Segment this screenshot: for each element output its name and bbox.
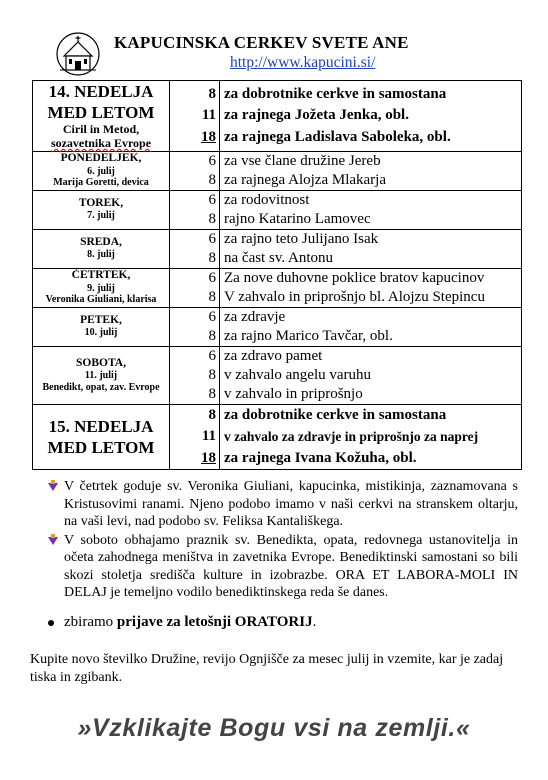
mass-intention: rajno Katarino Lamovec (224, 210, 371, 227)
times-cell (170, 151, 220, 190)
mass-time: 8 (208, 327, 216, 344)
day-date: 9. julij (87, 282, 115, 294)
mass-time: 8 (208, 366, 216, 383)
day-name: PONEDELJEK, (60, 152, 142, 165)
mass-intention: za rodovitnost (224, 191, 310, 208)
mass-intention: za rajnega Alojza Mlakarja (224, 171, 386, 188)
mass-intention: za zdravje (224, 308, 286, 325)
mass-time: 6 (208, 152, 216, 169)
website-link[interactable]: http://www.kapucini.si/ (230, 54, 376, 71)
day-cell (33, 307, 170, 346)
day-saint: Veronika Giuliani, klarisa (45, 294, 157, 306)
schedule-row-saturday (33, 346, 522, 404)
mass-time: 11 (201, 107, 216, 124)
day-saint: Benedikt, opat, zav. Evrope (42, 381, 160, 393)
day-name: ČETRTEK, (71, 269, 131, 282)
intentions-cell (220, 81, 522, 152)
mass-schedule-table (32, 80, 522, 470)
times-cell (170, 404, 220, 470)
mass-intention: za rajno Marico Tavčar, obl. (224, 327, 393, 344)
intentions-cell (220, 307, 522, 346)
mass-time: 6 (208, 308, 216, 325)
intentions-cell (220, 190, 522, 229)
announcement-text: V četrtek goduje sv. Veronika Giuliani, kapucinka, mistikinja, zaznamovana s Kristusovimi ranami. Njeno podobo imamo v naši cerkvi na stranskem oltarju, na vaši levi, nad podobo sv. Feliksa Kantališkega. (64, 479, 518, 529)
day-date: 8. julij (87, 249, 115, 261)
header (54, 28, 514, 78)
day-feast: Ciril in Metod, (62, 122, 140, 136)
times-cell (170, 81, 220, 152)
mass-time: 8 (208, 385, 216, 402)
schedule-row-friday (33, 307, 522, 346)
schedule-row-monday (33, 151, 522, 190)
mass-time: 6 (208, 191, 216, 208)
mass-time: 6 (208, 230, 216, 247)
day-cell (33, 404, 170, 470)
day-date: 6. julij (87, 165, 115, 177)
day-date: 11. julij (84, 370, 118, 382)
bullet-bold: prijave za letošnji ORATORIJ (116, 614, 313, 630)
arrow-bullet-icon (48, 534, 58, 546)
intentions-cell (220, 268, 522, 307)
day-name: 15. NEDELJA MED LETOM (47, 416, 155, 457)
schedule-row-tuesday (33, 190, 522, 229)
mass-intention: za dobrotnike cerkve in samostana (224, 406, 447, 423)
day-date: 10. julij (84, 327, 118, 339)
day-name: SOBOTA, (76, 356, 126, 369)
day-cell (33, 268, 170, 307)
mass-intention: za rajnega Ladislava Saboleka, obl. (224, 128, 451, 145)
day-date: 7. julij (87, 210, 115, 222)
mass-intention: za vse člane družine Jereb (224, 152, 381, 169)
mass-time: 8 (208, 210, 216, 227)
day-cell (33, 81, 170, 152)
schedule-row-sunday-14 (33, 81, 522, 152)
mass-time: 11 (201, 428, 216, 445)
day-cell (33, 346, 170, 404)
times-cell (170, 307, 220, 346)
day-name: TOREK, (78, 197, 124, 210)
times-cell (170, 346, 220, 404)
day-name: SREDA, (80, 236, 122, 249)
mass-time: 8 (208, 171, 216, 188)
day-saint: Marija Goretti, devica (53, 177, 149, 189)
schedule-row-thursday (33, 268, 522, 307)
mass-intention: za rajnega Jožeta Jenka, obl. (224, 107, 409, 124)
mass-time: 6 (208, 347, 216, 364)
day-feast-2: sozavetnika Evrope (50, 135, 152, 150)
oratorij-notice (48, 614, 316, 631)
mass-intention: v zahvalo za zdravje in priprošnjo za naprej (224, 429, 479, 445)
intentions-cell (220, 151, 522, 190)
bullet-suffix: . (312, 614, 317, 630)
mass-intention: v zahvalo angelu varuhu (224, 366, 372, 383)
times-cell (170, 268, 220, 307)
mass-intention: V zahvalo in priprošnjo bl. Alojzu Stepincu (224, 288, 485, 305)
arrow-bullet-icon (48, 480, 58, 492)
mass-intention: za rajnega Ivana Kožuha, obl. (224, 449, 417, 466)
page-title: KAPUCINSKA CERKEV SVETE ANE (114, 33, 409, 52)
magazine-notice: Kupite novo številko Družine, revijo Ognjišče za mesec julij in vzemite, kar je zadaj tiska in zgibank. (30, 652, 504, 685)
mass-intention: na čast sv. Antonu (224, 249, 334, 266)
day-name: 14. NEDELJA MED LETOM (47, 82, 155, 122)
bullet-icon (48, 620, 54, 626)
mass-time: 8 (208, 85, 216, 102)
announcements (48, 478, 518, 603)
mass-time: 8 (208, 406, 216, 423)
mass-intention: Za nove duhovne poklice bratov kapucinov (224, 269, 485, 286)
bullet-prefix: zbiramo (64, 614, 117, 630)
schedule-row-sunday-15 (33, 404, 522, 470)
day-cell (33, 190, 170, 229)
intentions-cell (220, 229, 522, 268)
mass-intention: za rajno teto Julijano Isak (224, 230, 379, 247)
motto: »Vzklikajte Bogu vsi na zemlji.« (77, 714, 471, 742)
church-logo-icon (56, 32, 100, 76)
intentions-cell (220, 404, 522, 470)
schedule-row-wednesday (33, 229, 522, 268)
announcement-item (48, 478, 518, 531)
times-cell (170, 190, 220, 229)
announcement-text: V soboto obhajamo praznik sv. Benedikta, opata, redovnega ustanovitelja in očeta zahodnega meništva in zavetnika Evrope. Benediktinski samostani so bili skozi stoletja središča kulture in izobrazbe. ORA ET LABORA-MOLI IN DELAJ je temeljno vodilo benediktinskega reda še danes. (64, 532, 518, 600)
day-name: PETEK, (80, 314, 122, 327)
mass-intention: v zahvalo in priprošnjo (224, 385, 363, 402)
day-cell (33, 151, 170, 190)
day-cell (33, 229, 170, 268)
times-cell (170, 229, 220, 268)
mass-time: 6 (208, 269, 216, 286)
mass-intention: za zdravo pamet (224, 347, 323, 364)
mass-intention: za dobrotnike cerkve in samostana (224, 85, 447, 102)
mass-time: 18 (201, 128, 216, 145)
announcement-item (48, 532, 518, 602)
mass-time: 8 (208, 288, 216, 305)
intentions-cell (220, 346, 522, 404)
mass-time: 18 (201, 449, 216, 466)
mass-time: 8 (208, 249, 216, 266)
